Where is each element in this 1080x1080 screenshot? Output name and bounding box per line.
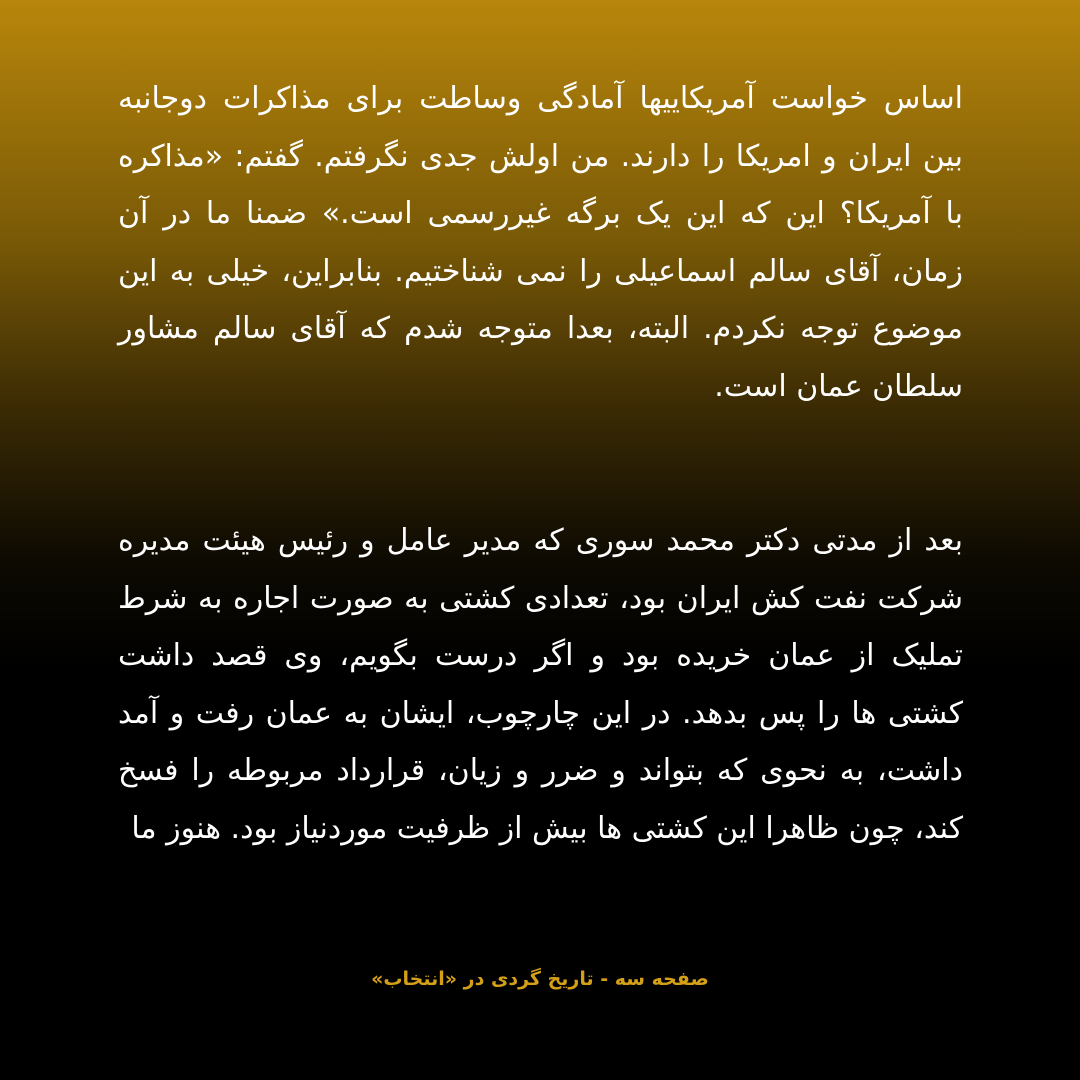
paragraph-2: بعد از مدتی دکتر محمد سوری که مدیر عامل و رئیس هیئت مدیره شرکت نفت کش ایران بود، تعدادی کشتی به صورت اجاره به شرط تملیک از عمان خریده بود و اگر درست بگویم، وی قصد داشت کشتی ها را پس بدهد. در این چارچوب، ایشان به عمان رفت و آمد داشت، به نحوی که بتواند و ضرر و زیان، قرارداد مربوطه را فسخ کند، چون ظاهرا این کشتی ها بیش از ظرفیت موردنیاز بود. هنوز ما xyxy=(118,523,963,846)
paragraph-1: اساس خواست آمریکاییها آمادگی وساطت برای مذاکرات دوجانبه بین ایران و امریکا را دارند. من اولش جدی نگرفتم. گفتم: «مذاکره با آمریکا؟ این که این یک برگه غیررسمی است.» ضمنا ما در آن زمان، آقای سالم اسماعیلی را نمی شناختیم. بنابراین، خیلی به این موضوع توجه نکردم. البته، بعدا متوجه شدم که آقای سالم مشاور سلطان عمان است. xyxy=(118,81,963,404)
footer-caption: صفحه سه - تاریخ گردی در «انتخاب» xyxy=(371,968,709,990)
